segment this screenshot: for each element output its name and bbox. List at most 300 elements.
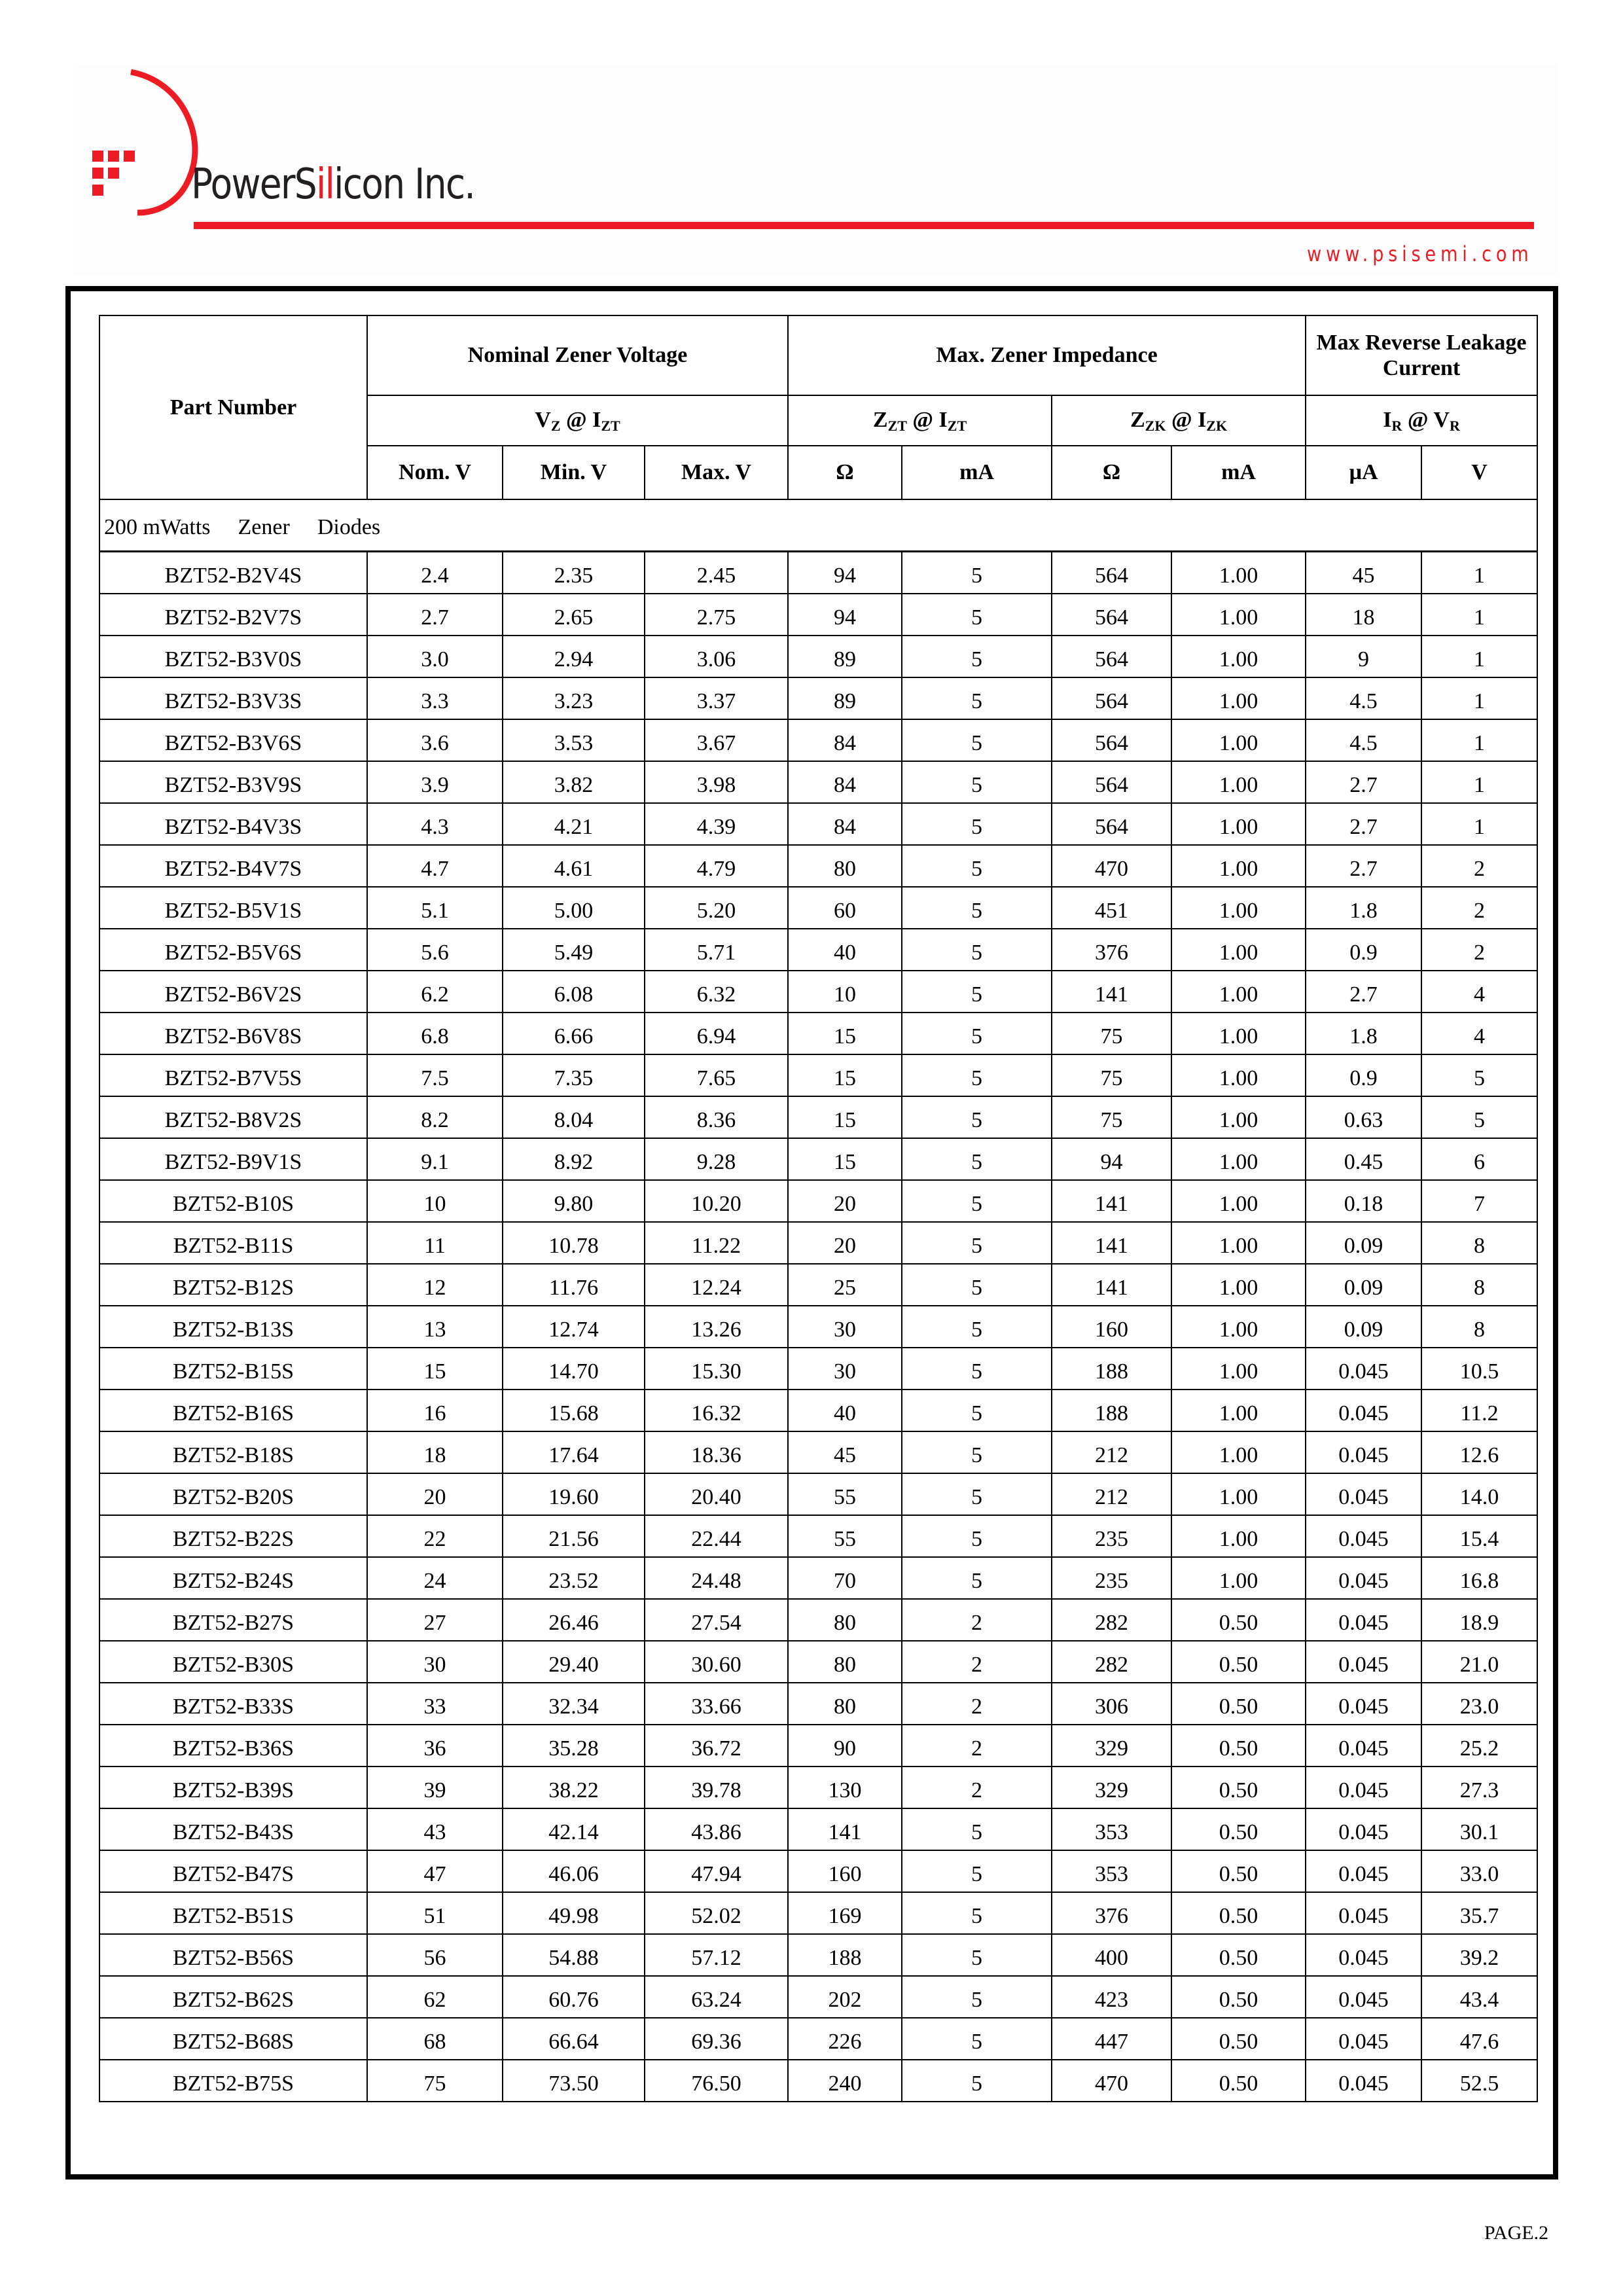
table-cell: 306 [1052, 1683, 1171, 1725]
table-cell: 0.50 [1171, 1725, 1306, 1767]
table-row [99, 1306, 1537, 1348]
table-cell: 10.20 [645, 1180, 788, 1222]
header-max-reverse-leakage: Max Reverse Leakage Current [1306, 315, 1537, 395]
part-number-cell: BZT52-B5V6S [99, 929, 367, 971]
part-number-cell: BZT52-B6V2S [99, 971, 367, 1013]
table-cell: 51 [367, 1892, 503, 1934]
table-cell: 43 [367, 1808, 503, 1850]
table-row [99, 1264, 1537, 1306]
table-cell: 2 [1421, 845, 1537, 887]
table-cell: 4.5 [1306, 677, 1421, 719]
table-cell: 0.045 [1306, 1934, 1421, 1976]
table-cell: 0.045 [1306, 1599, 1421, 1641]
table-cell: 1.00 [1171, 636, 1306, 677]
table-cell: 5.6 [367, 929, 503, 971]
table-cell: 2.7 [1306, 845, 1421, 887]
table-cell: 18.36 [645, 1431, 788, 1473]
part-number-cell: BZT52-B5V1S [99, 887, 367, 929]
part-number-cell: BZT52-B3V3S [99, 677, 367, 719]
table-cell: 6.32 [645, 971, 788, 1013]
table-cell: 1.8 [1306, 1013, 1421, 1054]
table-cell: 25.2 [1421, 1725, 1537, 1767]
table-cell: 30.60 [645, 1641, 788, 1683]
header-max-zener-impedance: Max. Zener Impedance [788, 315, 1306, 395]
part-number-cell: BZT52-B24S [99, 1557, 367, 1599]
unit-header: Nom. V [367, 446, 503, 499]
table-cell: 1.00 [1171, 1390, 1306, 1431]
table-cell: 7.5 [367, 1054, 503, 1096]
table-cell: 2.35 [503, 552, 645, 594]
table-cell: 0.50 [1171, 1808, 1306, 1850]
table-row [99, 594, 1537, 636]
table-row [99, 1096, 1537, 1138]
table-cell: 470 [1052, 2060, 1171, 2102]
table-cell: 32.34 [503, 1683, 645, 1725]
table-cell: 564 [1052, 677, 1171, 719]
table-cell: 2.4 [367, 552, 503, 594]
table-cell: 202 [788, 1976, 902, 2018]
table-row [99, 845, 1537, 887]
table-cell: 45 [1306, 552, 1421, 594]
table-cell: 63.24 [645, 1976, 788, 2018]
unit-header: Ω [1052, 446, 1171, 499]
table-cell: 9.1 [367, 1138, 503, 1180]
zener-spec-table [99, 315, 1538, 2102]
part-number-cell: BZT52-B3V9S [99, 761, 367, 803]
part-number-cell: BZT52-B13S [99, 1306, 367, 1348]
table-cell: 212 [1052, 1473, 1171, 1515]
table-cell: 43.86 [645, 1808, 788, 1850]
table-cell: 1.00 [1171, 1557, 1306, 1599]
table-cell: 5 [902, 887, 1052, 929]
table-cell: 1.00 [1171, 1054, 1306, 1096]
table-cell: 1 [1421, 761, 1537, 803]
table-cell: 14.70 [503, 1348, 645, 1390]
table-cell: 5.71 [645, 929, 788, 971]
table-cell: 1.00 [1171, 1473, 1306, 1515]
table-cell: 5 [902, 677, 1052, 719]
part-number-cell: BZT52-B51S [99, 1892, 367, 1934]
table-cell: 17.64 [503, 1431, 645, 1473]
table-cell: 0.045 [1306, 1390, 1421, 1431]
table-cell: 564 [1052, 719, 1171, 761]
table-cell: 11.2 [1421, 1390, 1537, 1431]
table-row [99, 1683, 1537, 1725]
table-row [99, 719, 1537, 761]
table-cell: 0.50 [1171, 1641, 1306, 1683]
table-cell: 0.09 [1306, 1264, 1421, 1306]
table-cell: 226 [788, 2018, 902, 2060]
table-cell: 5 [902, 1096, 1052, 1138]
table-cell: 5 [902, 1013, 1052, 1054]
table-cell: 6.08 [503, 971, 645, 1013]
table-cell: 8.92 [503, 1138, 645, 1180]
table-cell: 0.045 [1306, 1641, 1421, 1683]
table-cell: 70 [788, 1557, 902, 1599]
table-cell: 43.4 [1421, 1976, 1537, 2018]
table-cell: 3.98 [645, 761, 788, 803]
header-part-number: Part Number [99, 315, 367, 499]
table-cell: 10.5 [1421, 1348, 1537, 1390]
website-url: www.psisemi.com [1307, 242, 1533, 266]
table-cell: 36 [367, 1725, 503, 1767]
part-number-cell: BZT52-B33S [99, 1683, 367, 1725]
table-cell: 30.1 [1421, 1808, 1537, 1850]
table-cell: 4.7 [367, 845, 503, 887]
table-row [99, 803, 1537, 845]
table-cell: 2 [902, 1683, 1052, 1725]
table-cell: 42.14 [503, 1808, 645, 1850]
table-cell: 2.7 [1306, 761, 1421, 803]
table-cell: 0.50 [1171, 1683, 1306, 1725]
table-cell: 4 [1421, 1013, 1537, 1054]
table-cell: 5 [902, 1473, 1052, 1515]
table-cell: 8 [1421, 1306, 1537, 1348]
table-cell: 5 [902, 2060, 1052, 2102]
table-cell: 0.045 [1306, 1473, 1421, 1515]
table-cell: 73.50 [503, 2060, 645, 2102]
unit-header: Max. V [645, 446, 788, 499]
table-cell: 30 [788, 1306, 902, 1348]
unit-header: Min. V [503, 446, 645, 499]
table-cell: 4 [1421, 971, 1537, 1013]
table-cell: 9.28 [645, 1138, 788, 1180]
table-cell: 84 [788, 803, 902, 845]
table-cell: 24 [367, 1557, 503, 1599]
table-cell: 470 [1052, 845, 1171, 887]
table-cell: 76.50 [645, 2060, 788, 2102]
table-cell: 5 [902, 1054, 1052, 1096]
table-cell: 2 [1421, 887, 1537, 929]
part-number-cell: BZT52-B27S [99, 1599, 367, 1641]
table-cell: 89 [788, 677, 902, 719]
table-cell: 2.75 [645, 594, 788, 636]
table-cell: 2 [902, 1599, 1052, 1641]
table-cell: 55 [788, 1515, 902, 1557]
table-cell: 0.045 [1306, 2060, 1421, 2102]
part-number-cell: BZT52-B3V6S [99, 719, 367, 761]
part-number-cell: BZT52-B43S [99, 1808, 367, 1850]
table-cell: 5.00 [503, 887, 645, 929]
table-cell: 141 [1052, 1264, 1171, 1306]
table-cell: 18 [1306, 594, 1421, 636]
table-cell: 1.00 [1171, 971, 1306, 1013]
table-cell: 188 [1052, 1348, 1171, 1390]
table-row [99, 761, 1537, 803]
table-cell: 2.7 [367, 594, 503, 636]
part-number-cell: BZT52-B36S [99, 1725, 367, 1767]
table-cell: 7.35 [503, 1054, 645, 1096]
table-cell: 1.00 [1171, 803, 1306, 845]
table-cell: 4.79 [645, 845, 788, 887]
table-cell: 16 [367, 1390, 503, 1431]
table-cell: 11.22 [645, 1222, 788, 1264]
table-cell: 7 [1421, 1180, 1537, 1222]
table-row [99, 1390, 1537, 1431]
table-cell: 188 [788, 1934, 902, 1976]
table-cell: 329 [1052, 1767, 1171, 1808]
table-cell: 56 [367, 1934, 503, 1976]
part-number-cell: BZT52-B10S [99, 1180, 367, 1222]
table-cell: 20 [788, 1222, 902, 1264]
table-row [99, 552, 1537, 594]
unit-header: Ω [788, 446, 902, 499]
table-cell: 4.39 [645, 803, 788, 845]
table-cell: 1.00 [1171, 845, 1306, 887]
table-cell: 5 [902, 845, 1052, 887]
table-cell: 1.00 [1171, 1515, 1306, 1557]
table-cell: 0.045 [1306, 1892, 1421, 1934]
table-cell: 0.9 [1306, 1054, 1421, 1096]
table-cell: 188 [1052, 1390, 1171, 1431]
part-number-cell: BZT52-B2V7S [99, 594, 367, 636]
table-cell: 0.045 [1306, 1348, 1421, 1390]
table-cell: 3.23 [503, 677, 645, 719]
table-cell: 40 [788, 929, 902, 971]
table-cell: 54.88 [503, 1934, 645, 1976]
table-cell: 0.045 [1306, 1683, 1421, 1725]
table-cell: 0.045 [1306, 1725, 1421, 1767]
table-cell: 0.45 [1306, 1138, 1421, 1180]
part-number-cell: BZT52-B30S [99, 1641, 367, 1683]
table-cell: 29.40 [503, 1641, 645, 1683]
table-row [99, 1599, 1537, 1641]
table-cell: 2.94 [503, 636, 645, 677]
table-cell: 0.045 [1306, 1767, 1421, 1808]
table-cell: 38.22 [503, 1767, 645, 1808]
table-cell: 8 [1421, 1264, 1537, 1306]
table-cell: 33 [367, 1683, 503, 1725]
table-cell: 160 [1052, 1306, 1171, 1348]
table-cell: 26.46 [503, 1599, 645, 1641]
table-cell: 400 [1052, 1934, 1171, 1976]
table-cell: 1.00 [1171, 929, 1306, 971]
table-cell: 8.2 [367, 1096, 503, 1138]
table-cell: 0.50 [1171, 2018, 1306, 2060]
table-cell: 2 [1421, 929, 1537, 971]
table-row [99, 1557, 1537, 1599]
table-cell: 564 [1052, 594, 1171, 636]
table-cell: 5 [902, 1431, 1052, 1473]
table-cell: 0.50 [1171, 1976, 1306, 2018]
table-cell: 5 [902, 1306, 1052, 1348]
section-title: 200 mWatts Zener Diodes [99, 499, 1537, 552]
table-cell: 564 [1052, 761, 1171, 803]
table-cell: 6.66 [503, 1013, 645, 1054]
table-row [99, 1515, 1537, 1557]
table-cell: 5 [902, 1348, 1052, 1390]
table-cell: 2.7 [1306, 803, 1421, 845]
table-cell: 1.00 [1171, 1222, 1306, 1264]
table-cell: 39 [367, 1767, 503, 1808]
table-cell: 6 [1421, 1138, 1537, 1180]
table-row [99, 1473, 1537, 1515]
table-cell: 2.7 [1306, 971, 1421, 1013]
part-number-cell: BZT52-B18S [99, 1431, 367, 1473]
table-cell: 47.94 [645, 1850, 788, 1892]
header-zzk-at-izk: $Z_{ZK}$ @ $I_{ZK}$ [1052, 395, 1306, 446]
table-cell: 5 [902, 552, 1052, 594]
table-cell: 12 [367, 1264, 503, 1306]
table-cell: 376 [1052, 929, 1171, 971]
table-cell: 1 [1421, 677, 1537, 719]
table-cell: 2 [902, 1767, 1052, 1808]
table-row [99, 1934, 1537, 1976]
part-number-cell: BZT52-B8V2S [99, 1096, 367, 1138]
table-cell: 0.50 [1171, 1892, 1306, 1934]
table-cell: 169 [788, 1892, 902, 1934]
table-cell: 27.3 [1421, 1767, 1537, 1808]
table-cell: 20 [367, 1473, 503, 1515]
table-cell: 564 [1052, 552, 1171, 594]
table-cell: 5.20 [645, 887, 788, 929]
table-cell: 10 [367, 1180, 503, 1222]
table-cell: 5 [902, 1222, 1052, 1264]
table-cell: 5 [902, 1934, 1052, 1976]
table-cell: 564 [1052, 803, 1171, 845]
table-cell: 353 [1052, 1808, 1171, 1850]
part-number-cell: BZT52-B68S [99, 2018, 367, 2060]
table-cell: 5 [902, 1808, 1052, 1850]
table-cell: 89 [788, 636, 902, 677]
table-cell: 329 [1052, 1725, 1171, 1767]
table-cell: 12.6 [1421, 1431, 1537, 1473]
table-cell: 39.2 [1421, 1934, 1537, 1976]
unit-header: mA [1171, 446, 1306, 499]
table-cell: 3.82 [503, 761, 645, 803]
company-name-suffix: icon Inc. [334, 160, 475, 209]
table-cell: 94 [788, 552, 902, 594]
table-cell: 15 [788, 1096, 902, 1138]
part-number-cell: BZT52-B15S [99, 1348, 367, 1390]
table-cell: 130 [788, 1767, 902, 1808]
table-row [99, 1850, 1537, 1892]
part-number-cell: BZT52-B3V0S [99, 636, 367, 677]
table-cell: 18.9 [1421, 1599, 1537, 1641]
table-cell: 36.72 [645, 1725, 788, 1767]
table-cell: 30 [788, 1348, 902, 1390]
table-cell: 68 [367, 2018, 503, 2060]
table-cell: 0.045 [1306, 1515, 1421, 1557]
table-cell: 27 [367, 1599, 503, 1641]
table-cell: 4.3 [367, 803, 503, 845]
table-cell: 84 [788, 719, 902, 761]
table-cell: 141 [1052, 1180, 1171, 1222]
table-cell: 5 [902, 2018, 1052, 2060]
table-cell: 3.67 [645, 719, 788, 761]
table-cell: 0.50 [1171, 1599, 1306, 1641]
table-cell: 1.00 [1171, 1431, 1306, 1473]
table-cell: 3.06 [645, 636, 788, 677]
part-number-cell: BZT52-B11S [99, 1222, 367, 1264]
part-number-cell: BZT52-B22S [99, 1515, 367, 1557]
table-cell: 33.0 [1421, 1850, 1537, 1892]
part-number-cell: BZT52-B56S [99, 1934, 367, 1976]
table-cell: 10.78 [503, 1222, 645, 1264]
table-cell: 3.6 [367, 719, 503, 761]
table-cell: 75 [367, 2060, 503, 2102]
table-cell: 5 [902, 636, 1052, 677]
table-cell: 33.66 [645, 1683, 788, 1725]
table-cell: 1 [1421, 803, 1537, 845]
header-ir-at-vr: $I_R$ @ $V_R$ [1306, 395, 1537, 446]
table-cell: 282 [1052, 1641, 1171, 1683]
table-cell: 0.045 [1306, 1431, 1421, 1473]
table-cell: 23.52 [503, 1557, 645, 1599]
table-cell: 4.5 [1306, 719, 1421, 761]
table-cell: 90 [788, 1725, 902, 1767]
table-cell: 15.4 [1421, 1515, 1537, 1557]
table-cell: 4.61 [503, 845, 645, 887]
table-row [99, 971, 1537, 1013]
table-cell: 1.8 [1306, 887, 1421, 929]
table-cell: 15.68 [503, 1390, 645, 1431]
table-cell: 80 [788, 845, 902, 887]
table-cell: 141 [1052, 971, 1171, 1013]
table-cell: 9.80 [503, 1180, 645, 1222]
table-cell: 21.56 [503, 1515, 645, 1557]
table-cell: 80 [788, 1641, 902, 1683]
table-cell: 5 [902, 719, 1052, 761]
table-cell: 84 [788, 761, 902, 803]
table-row [99, 929, 1537, 971]
table-cell: 22 [367, 1515, 503, 1557]
table-row [99, 1138, 1537, 1180]
table-row [99, 2060, 1537, 2102]
table-cell: 1 [1421, 719, 1537, 761]
table-cell: 0.63 [1306, 1096, 1421, 1138]
table-cell: 6.2 [367, 971, 503, 1013]
table-cell: 7.65 [645, 1054, 788, 1096]
table-cell: 2.45 [645, 552, 788, 594]
table-cell: 57.12 [645, 1934, 788, 1976]
table-cell: 0.50 [1171, 2060, 1306, 2102]
company-name-accent: il [316, 160, 334, 209]
table-cell: 15 [788, 1013, 902, 1054]
table-cell: 5 [902, 1557, 1052, 1599]
table-cell: 1.00 [1171, 1306, 1306, 1348]
table-cell: 564 [1052, 636, 1171, 677]
table-row [99, 1767, 1537, 1808]
part-number-cell: BZT52-B62S [99, 1976, 367, 2018]
table-cell: 1.00 [1171, 552, 1306, 594]
table-cell: 35.7 [1421, 1892, 1537, 1934]
table-cell: 1.00 [1171, 1138, 1306, 1180]
table-cell: 5 [1421, 1096, 1537, 1138]
table-cell: 2 [902, 1641, 1052, 1683]
table-cell: 11.76 [503, 1264, 645, 1306]
table-cell: 3.37 [645, 677, 788, 719]
table-cell: 1.00 [1171, 761, 1306, 803]
part-number-cell: BZT52-B7V5S [99, 1054, 367, 1096]
table-row [99, 636, 1537, 677]
table-cell: 1 [1421, 594, 1537, 636]
part-number-cell: BZT52-B16S [99, 1390, 367, 1431]
table-cell: 0.09 [1306, 1222, 1421, 1264]
table-cell: 12.74 [503, 1306, 645, 1348]
table-cell: 5 [902, 1892, 1052, 1934]
table-cell: 4.21 [503, 803, 645, 845]
part-number-cell: BZT52-B4V3S [99, 803, 367, 845]
table-cell: 3.0 [367, 636, 503, 677]
table-cell: 6.94 [645, 1013, 788, 1054]
table-cell: 52.5 [1421, 2060, 1537, 2102]
unit-header: mA [902, 446, 1052, 499]
table-row [99, 1976, 1537, 2018]
header-nominal-zener-voltage: Nominal Zener Voltage [367, 315, 788, 395]
table-cell: 5 [902, 929, 1052, 971]
table-cell: 0.045 [1306, 1557, 1421, 1599]
